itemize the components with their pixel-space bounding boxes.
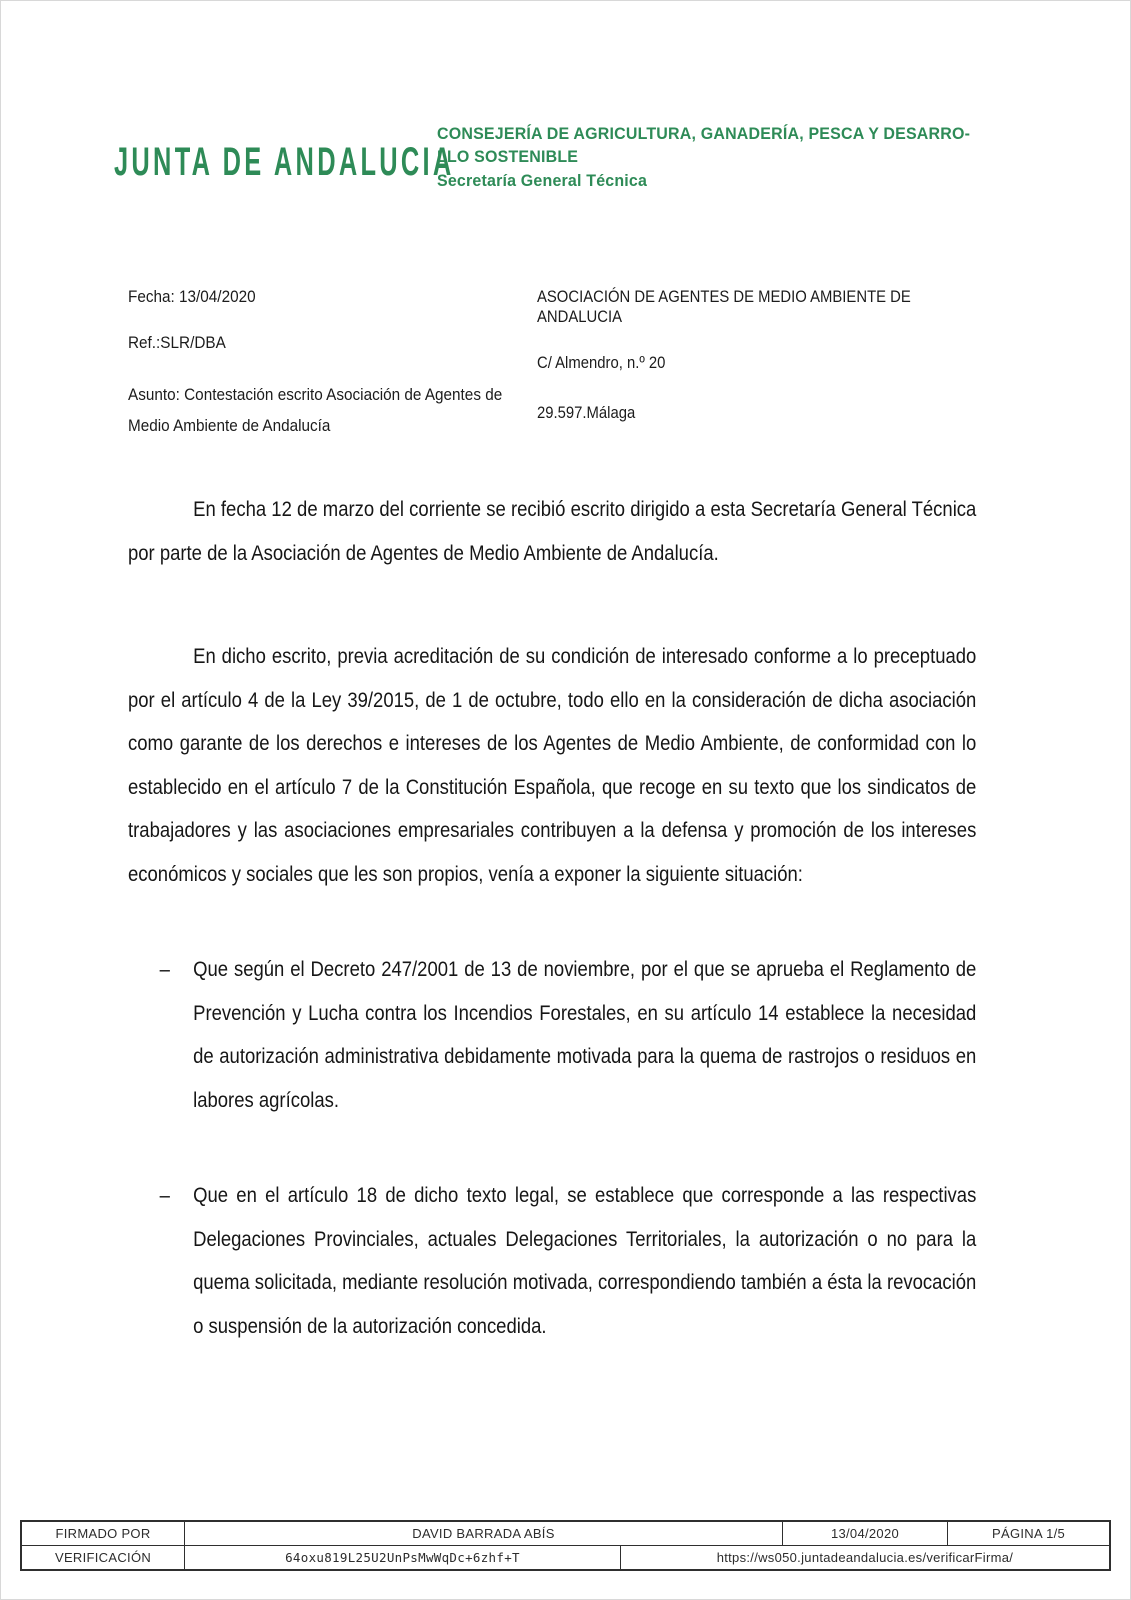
signature-verification-table	[20, 1520, 1111, 1571]
bullet-text-2: Que en el artículo 18 de dicho texto legal, se establece que corresponde a las respectivas Delegaciones Provinciales, actuales Delegaciones Territoriales, la autorización o no para la quema solicitada, mediante resolución motivada, correspondiendo también a ésta la revocación o suspensión de la autorización concedida.	[193, 1184, 977, 1338]
department-unit: Secretaría General Técnica	[437, 171, 648, 190]
verification-label: VERIFICACIÓN	[22, 1546, 185, 1569]
verification-code: 64oxu819L25U2UnPsMwWqDc+6zhf+T	[185, 1546, 621, 1569]
department-name-line-1: CONSEJERÍA DE AGRICULTURA, GANADERÍA, PESCA Y DESARRO-	[437, 124, 971, 143]
bullet-dash: –	[159, 1184, 170, 1207]
meta-fecha: Fecha: 13/04/2020	[128, 287, 256, 306]
department-header	[437, 122, 1039, 192]
paragraph-1: En fecha 12 de marzo del corriente se recibió escrito dirigido a esta Secretaría General Técnica por parte de la Asociación de Agentes de Medio Ambiente de Andalucía.	[128, 498, 977, 565]
recipient-address: C/ Almendro, n.º 20	[537, 354, 666, 372]
bullet-item-1	[128, 948, 976, 1122]
junta-de-andalucia-logo: JUNTA DE ANDALUCIA	[114, 139, 455, 184]
bullet-dash: –	[159, 958, 170, 981]
department-name-line-2: LLO SOSTENIBLE	[437, 147, 579, 166]
signed-by-name: DAVID BARRADA ABÍS	[185, 1522, 783, 1545]
recipient-city: 29.597.Málaga	[537, 404, 636, 422]
bullet-item-2	[128, 1174, 976, 1348]
letter-body	[128, 488, 976, 1348]
signed-date: 13/04/2020	[783, 1522, 948, 1545]
verification-url: https://ws050.juntadeandalucia.es/verificarFirma/	[716, 1550, 1014, 1565]
meta-ref: Ref.:SLR/DBA	[128, 333, 226, 352]
recipient-block	[537, 287, 987, 423]
bullet-text-1: Que según el Decreto 247/2001 de 13 de noviembre, por el que se aprueba el Reglamento de Prevención y Lucha contra los Incendios Forestales, en su artículo 14 establece la necesidad de autorización administrativa debidamente motivada para la quema de rastrojos o residuos en labores agrícolas.	[193, 958, 977, 1112]
recipient-name: ASOCIACIÓN DE AGENTES DE MEDIO AMBIENTE DE ANDALUCIA	[537, 288, 911, 326]
table-row	[22, 1546, 1109, 1569]
letter-meta	[128, 287, 544, 441]
paragraph-2: En dicho escrito, previa acreditación de su condición de interesado conforme a lo preceptuado por el artículo 4 de la Ley 39/2015, de 1 de octubre, todo ello en la consideración de dicha asociación como garante de los derechos e intereses de los Agentes de Medio Ambiente, de conformidad con lo establecido en el artículo 7 de la Constitución Española, que recoge en su texto que los sindicatos de trabajadores y las asociaciones empresariales contribuyen a la defensa y promoción de los intereses económicos y sociales que les son propios, venía a exponer la siguiente situación:	[128, 645, 977, 886]
meta-asunto: Asunto: Contestación escrito Asociación de Agentes de Medio Ambiente de Andalucía	[128, 385, 503, 435]
page-indicator: PÁGINA 1/5	[992, 1526, 1066, 1541]
table-row	[22, 1522, 1109, 1546]
signed-by-label: FIRMADO POR	[22, 1522, 185, 1545]
